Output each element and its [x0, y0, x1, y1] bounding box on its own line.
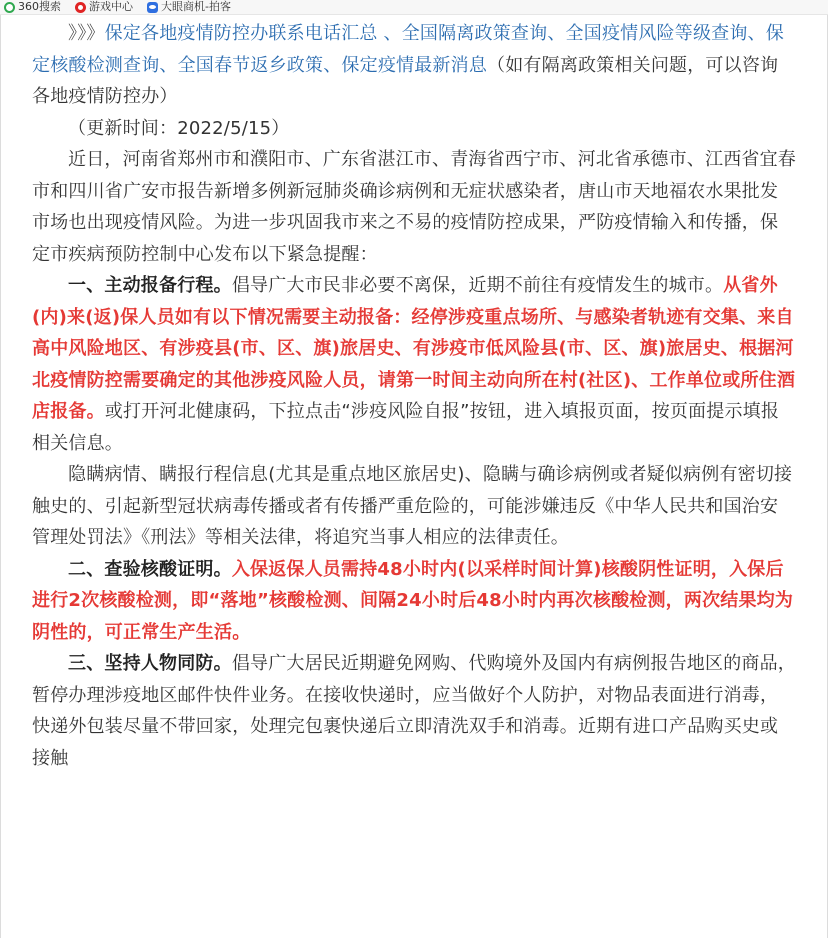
link-nucleic-test[interactable]: 保定核酸检测查询	[32, 23, 784, 76]
bookmark-360-search[interactable]	[4, 1, 61, 13]
link-isolation-policy[interactable]: 全国隔离政策查询	[401, 23, 548, 44]
intro-suffix: （如有隔离政策相关问题，可以咨询各地疫情防控办）	[32, 54, 779, 107]
paragraph-legal-warning: 隐瞒病情、瞒报行程信息(尤其是重点地区旅居史)、隐瞒与确诊病例或者疑似病例有密切接触史的、引起新型冠状病毒传播或者有传播严重危险的，可能涉嫌违反《中华人民共和国治安管理处罚法》《刑法》等相关法律，将追究当事人相应的法律责任。	[32, 464, 793, 548]
big-eye-icon	[147, 2, 158, 13]
section-highlight: 从省外(内)来(返)保人员如有以下情况需要主动报备：经停涉疫重点场所、与感染者轨迹有交集、来自高中风险地区、有涉疫县(市、区、旗)旅居史、有涉疫市低风险县(市、区、旗)旅居史、根据河北疫情防控需要确定的其他涉疫风险人员，请第一时间主动向所在村(社区)、工作单位或所住酒店报备。	[32, 275, 796, 422]
update-time: （更新时间：2022/5/15）	[68, 117, 290, 139]
section-people-goods	[32, 648, 796, 774]
section-heading: 二、查验核酸证明。	[68, 558, 232, 580]
article-content	[32, 18, 796, 774]
link-phone-directory[interactable]: 保定各地疫情防控办联系电话汇总	[104, 23, 378, 44]
separator: 、	[159, 54, 178, 76]
bookmark-label: 大眼商机-拍客	[161, 0, 231, 13]
bookmark-label: 360搜索	[18, 0, 61, 13]
360-search-icon	[4, 2, 15, 13]
section-heading: 一、主动报备行程。	[68, 275, 232, 296]
frame-border-left	[0, 15, 1, 938]
separator: 、	[747, 23, 766, 44]
section-nucleic-check	[32, 554, 796, 649]
section-text: 或打开河北健康码，下拉点击“涉疫风险自报”按钮，进入填报页面，按页面提示填报相关信息。	[32, 401, 780, 454]
bookmarks-bar	[0, 0, 828, 15]
separator: 、	[323, 54, 342, 76]
paragraph-situation: 近日，河南省郑州市和濮阳市、广东省湛江市、青海省西宁市、河北省承德市、江西省宜春市和四川省广安市报告新增多例新冠肺炎确诊病例和无症状感染者，唐山市天地福农水果批发市场也出现疫情风险。为进一步巩固我市来之不易的疫情防控成果，严防疫情输入和传播，保定市疾病预防控制中心发布以下紧急提醒：	[32, 149, 796, 265]
separator: 、	[377, 23, 402, 44]
section-heading: 三、坚持人物同防。	[68, 653, 232, 674]
section-highlight: 入保返保人员需持48小时内(以采样时间计算)核酸阴性证明，入保后进行2次核酸检测，即“落地”核酸检测、间隔24小时后48小时内再次核酸检测，两次结果均为阴性的，可正常生产生活。	[32, 558, 794, 643]
intro-paragraph	[32, 18, 796, 113]
bookmark-big-eye[interactable]	[147, 1, 231, 13]
section-report-itinerary	[32, 270, 796, 459]
link-latest-news[interactable]: 保定疫情最新消息	[341, 54, 488, 76]
link-risk-level[interactable]: 全国疫情风险等级查询	[565, 23, 748, 44]
section-text: 倡导广大市民非必要不离保，近期不前往有疫情发生的城市。	[231, 275, 724, 296]
bookmark-game-center[interactable]	[75, 1, 133, 13]
separator: 、	[547, 23, 566, 44]
game-center-icon	[75, 2, 86, 13]
bookmark-label: 游戏中心	[89, 0, 133, 13]
link-spring-festival-policy[interactable]: 全国春节返乡政策	[177, 54, 324, 76]
section-text: 倡导广大居民近期避免网购、代购境外及国内有病例报告地区的商品，暂停办理涉疫地区邮件快件业务。在接收快递时，应当做好个人防护，对物品表面进行消毒，快递外包装尽量不带回家，处理完包裹快递后立即清洗双手和消毒。近期有进口产品购买史或接触	[32, 653, 797, 769]
intro-prefix: 》》》	[68, 23, 105, 44]
